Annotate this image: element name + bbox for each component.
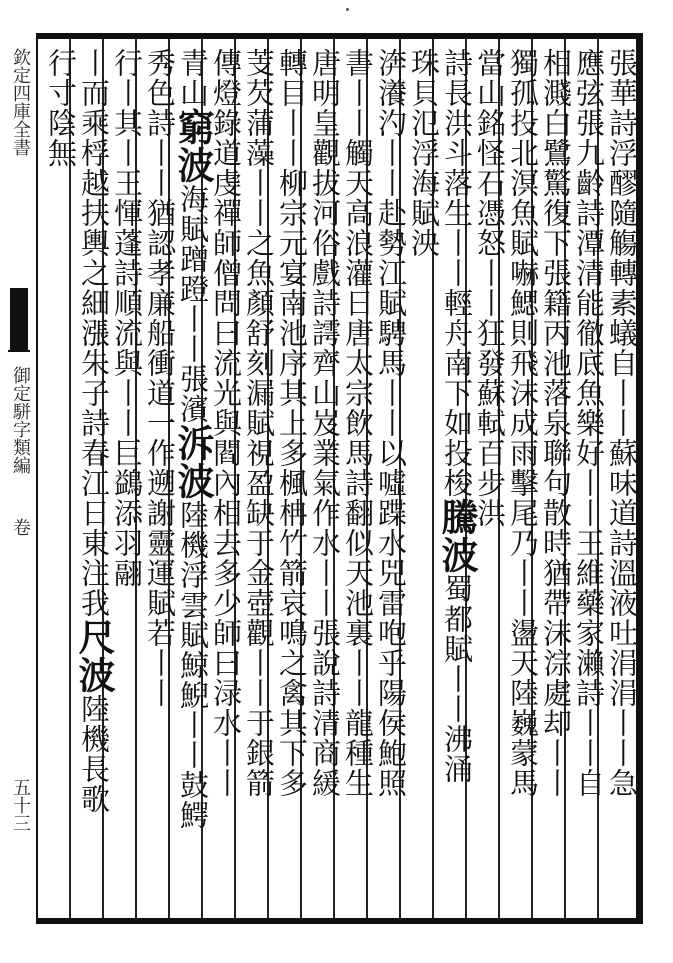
headword: 尺波 xyxy=(72,618,116,694)
column-text: 轉目丨丨柳宗元宴南池序其上多楓柟竹箭哀鳴之禽其下多 xyxy=(275,48,309,798)
column-text: 青山 xyxy=(176,48,210,108)
column-text: 相濺白鷺驚復下張籍丙池落泉聯句散時猶帶沫淙處却丨丨 xyxy=(539,48,573,798)
column-text: 行丨其丨王惲蓬詩順流與丨丨巨鷁添羽翮 xyxy=(110,48,144,588)
gutter-juan-label: 卷 xyxy=(10,518,31,536)
column-text: 衝道一作遡謝靈運賦若丨丨 xyxy=(143,348,177,708)
column-text: 傳燈錄道虔禪師僧問曰流光與閻內相去多少師曰渌水丨丨 xyxy=(209,48,243,798)
column-text: 獨孤投北溟魚賦嚇鰓則飛沫成雨擊尾乃丨丨盪天陸巍蒙馬 xyxy=(506,48,540,798)
headword: 泝波 xyxy=(171,424,215,500)
column-text: 詩長洪斗落生丨丨輕舟南下如投梭 xyxy=(440,48,474,498)
frame-left-border xyxy=(36,33,38,924)
page-gutter xyxy=(4,48,36,908)
column-text: 當山銘怪石憑怒丨丨狂發蘇軾百步洪 xyxy=(473,48,507,528)
column-text: 渀瀁汋丨丨赴勢江賦騁馬丨丨以噓蹀水兕雷咆乎陽侯鮑照 xyxy=(374,48,408,798)
headword: 窮波 xyxy=(171,108,215,184)
frame-top-border xyxy=(36,33,643,39)
column-text: 應弦張九齡詩潭清能徹底魚樂好丨丨王維藥家瀨詩丨丨自 xyxy=(572,48,606,798)
column-text: 張華詩浮醪隨觴轉素蟻自丨丨蘇味道詩溫液吐涓涓丨丨急 xyxy=(605,48,639,798)
column-text: 蜀都賦丨丨沸涌 xyxy=(440,574,474,784)
column-text: 行寸陰無 xyxy=(44,48,78,168)
headword: 騰波 xyxy=(435,498,479,574)
gutter-book-title: 御定駢字類編 xyxy=(10,366,31,474)
column-text: 海賦蹭蹬丨丨張濱 xyxy=(176,184,210,424)
column-text: 陸機浮雲賦鯨鯢丨丨鼓鰐 xyxy=(176,500,210,830)
ink-dot xyxy=(346,8,349,11)
gutter-page-number: 五十三 xyxy=(10,778,31,832)
text-column xyxy=(39,48,83,918)
column-text: 丨而乘桴越扶輿之細漲朱子詩春江日東注我 xyxy=(77,48,111,618)
column-text: 陸機長歌 xyxy=(77,694,111,814)
column-text: 唐明皇觀拔河俗戲詩謣齊山岌業氣作水丨丨張說詩清商緩 xyxy=(308,48,342,798)
column-text: 珠貝氾浮海賦泱 xyxy=(407,48,441,258)
gutter-notch xyxy=(8,350,30,352)
column-text: 秀色 xyxy=(143,48,177,108)
column-text: 詩丨丨猶認孝廉船 xyxy=(143,108,177,348)
gutter-fishtail-mark xyxy=(10,288,28,350)
column-text: 書丨丨觸天高浪灌日唐太宗飲馬詩翻似天池裏丨丨龍種生 xyxy=(341,48,375,798)
frame-bottom-border xyxy=(36,918,643,924)
gutter-top-text: 欽定四庫全書 xyxy=(10,48,31,156)
column-text: 芰芡蒲藻丨丨之魚顏舒刻漏賦視盈缺于金壺觀丨丨于銀箭 xyxy=(242,48,276,798)
